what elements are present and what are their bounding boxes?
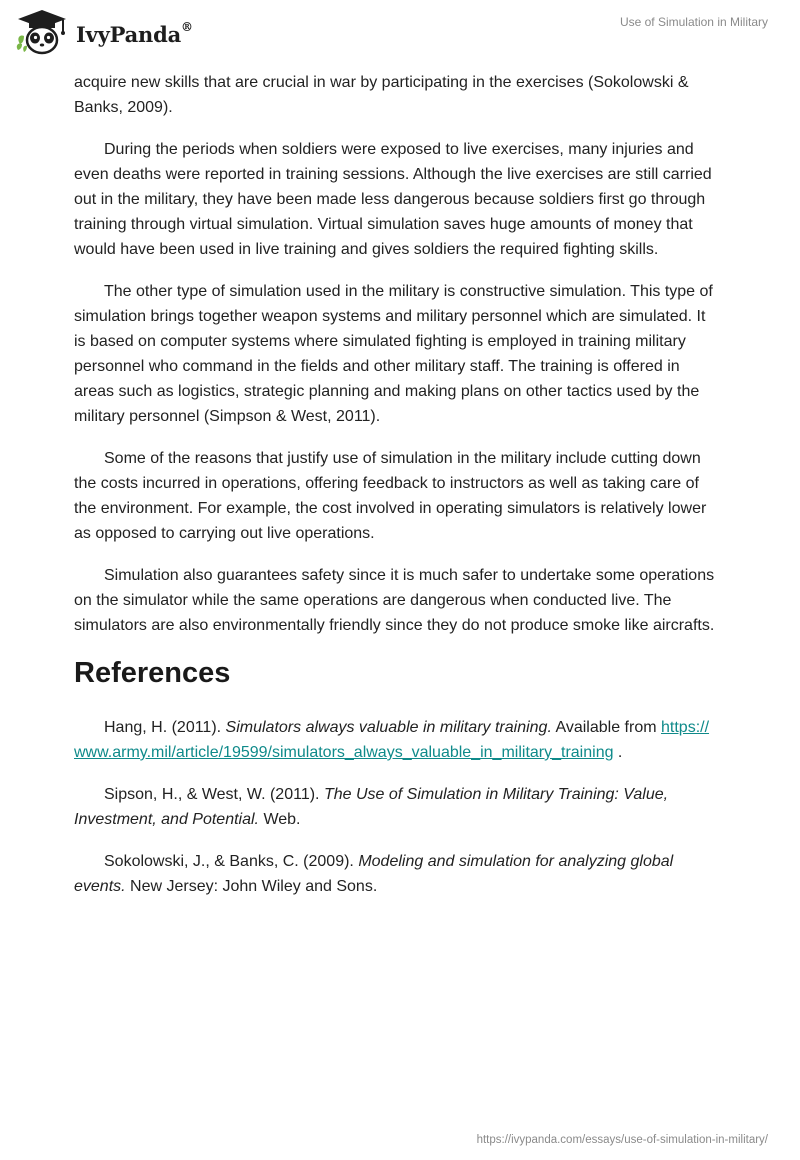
references-heading: References: [74, 657, 231, 689]
ivypanda-logo[interactable]: [14, 8, 193, 56]
brand-name: IvyPanda®: [76, 19, 193, 47]
reference-title: Modeling and simulation for analyzing global events.: [74, 853, 674, 895]
reference-item: Sipson, H., & West, W. (2011). The Use of Simulation in Military Training: Value, Investment, and Potential. Web.: [74, 786, 669, 828]
body-paragraph: During the periods when soldiers were exposed to live exercises, many injuries and even deaths were reported in training sessions. Although the live exercises are still carried out in the military, they have been made less dangerous because soldiers first go through training through virtual simulation. Virtual simulation saves huge amounts of money that would have been used in live training and gives soldiers the required fighting skills.: [74, 141, 712, 258]
essay-body: [74, 70, 720, 916]
reference-item: Sokolowski, J., & Banks, C. (2009). Modeling and simulation for analyzing global events. New Jersey: John Wiley and Sons.: [74, 853, 674, 895]
reference-link[interactable]: https://www.army.mil/article/19599/simulators_always_valuable_in_military_training: [74, 719, 710, 761]
reference-title: Simulators always valuable in military training.: [225, 719, 552, 736]
page-header: [0, 0, 800, 64]
panda-graduate-icon: [14, 8, 70, 56]
body-paragraph: acquire new skills that are crucial in war by participating in the exercises (Sokolowski & Banks, 2009).: [74, 74, 689, 116]
reference-title: The Use of Simulation in Military Training: Value, Investment, and Potential.: [74, 786, 669, 828]
body-paragraph: The other type of simulation used in the military is constructive simulation. This type of simulation brings together weapon systems and military personnel which are simulated. It is based on computer systems where simulated fighting is employed in training military personnel who command in the fields and other military staff. The training is offered in areas such as logistics, strategic planning and making plans on other tactics used by the military personnel (Simpson & West, 2011).: [74, 283, 713, 425]
document-title: Use of Simulation in Military: [619, 15, 768, 29]
footer-source-url[interactable]: https://ivypanda.com/essays/use-of-simulation-in-military/: [476, 1134, 768, 1146]
body-paragraph: Simulation also guarantees safety since it is much safer to undertake some operations on the simulator while the same operations are dangerous when conducted live. The simulators are also environmentally friendly since they do not produce smoke like aircrafts.: [74, 567, 715, 634]
reference-item: Hang, H. (2011). Simulators always valuable in military training. Available from https://www.army.mil/article/19599/simulators_always_valuable_in_military_training .: [74, 719, 710, 761]
body-paragraph: Some of the reasons that justify use of simulation in the military include cutting down the costs incurred in operations, offering feedback to instructors as well as taking care of the environment. For example, the cost involved in operating simulators is relatively lower as opposed to carrying out live operations.: [74, 450, 707, 542]
